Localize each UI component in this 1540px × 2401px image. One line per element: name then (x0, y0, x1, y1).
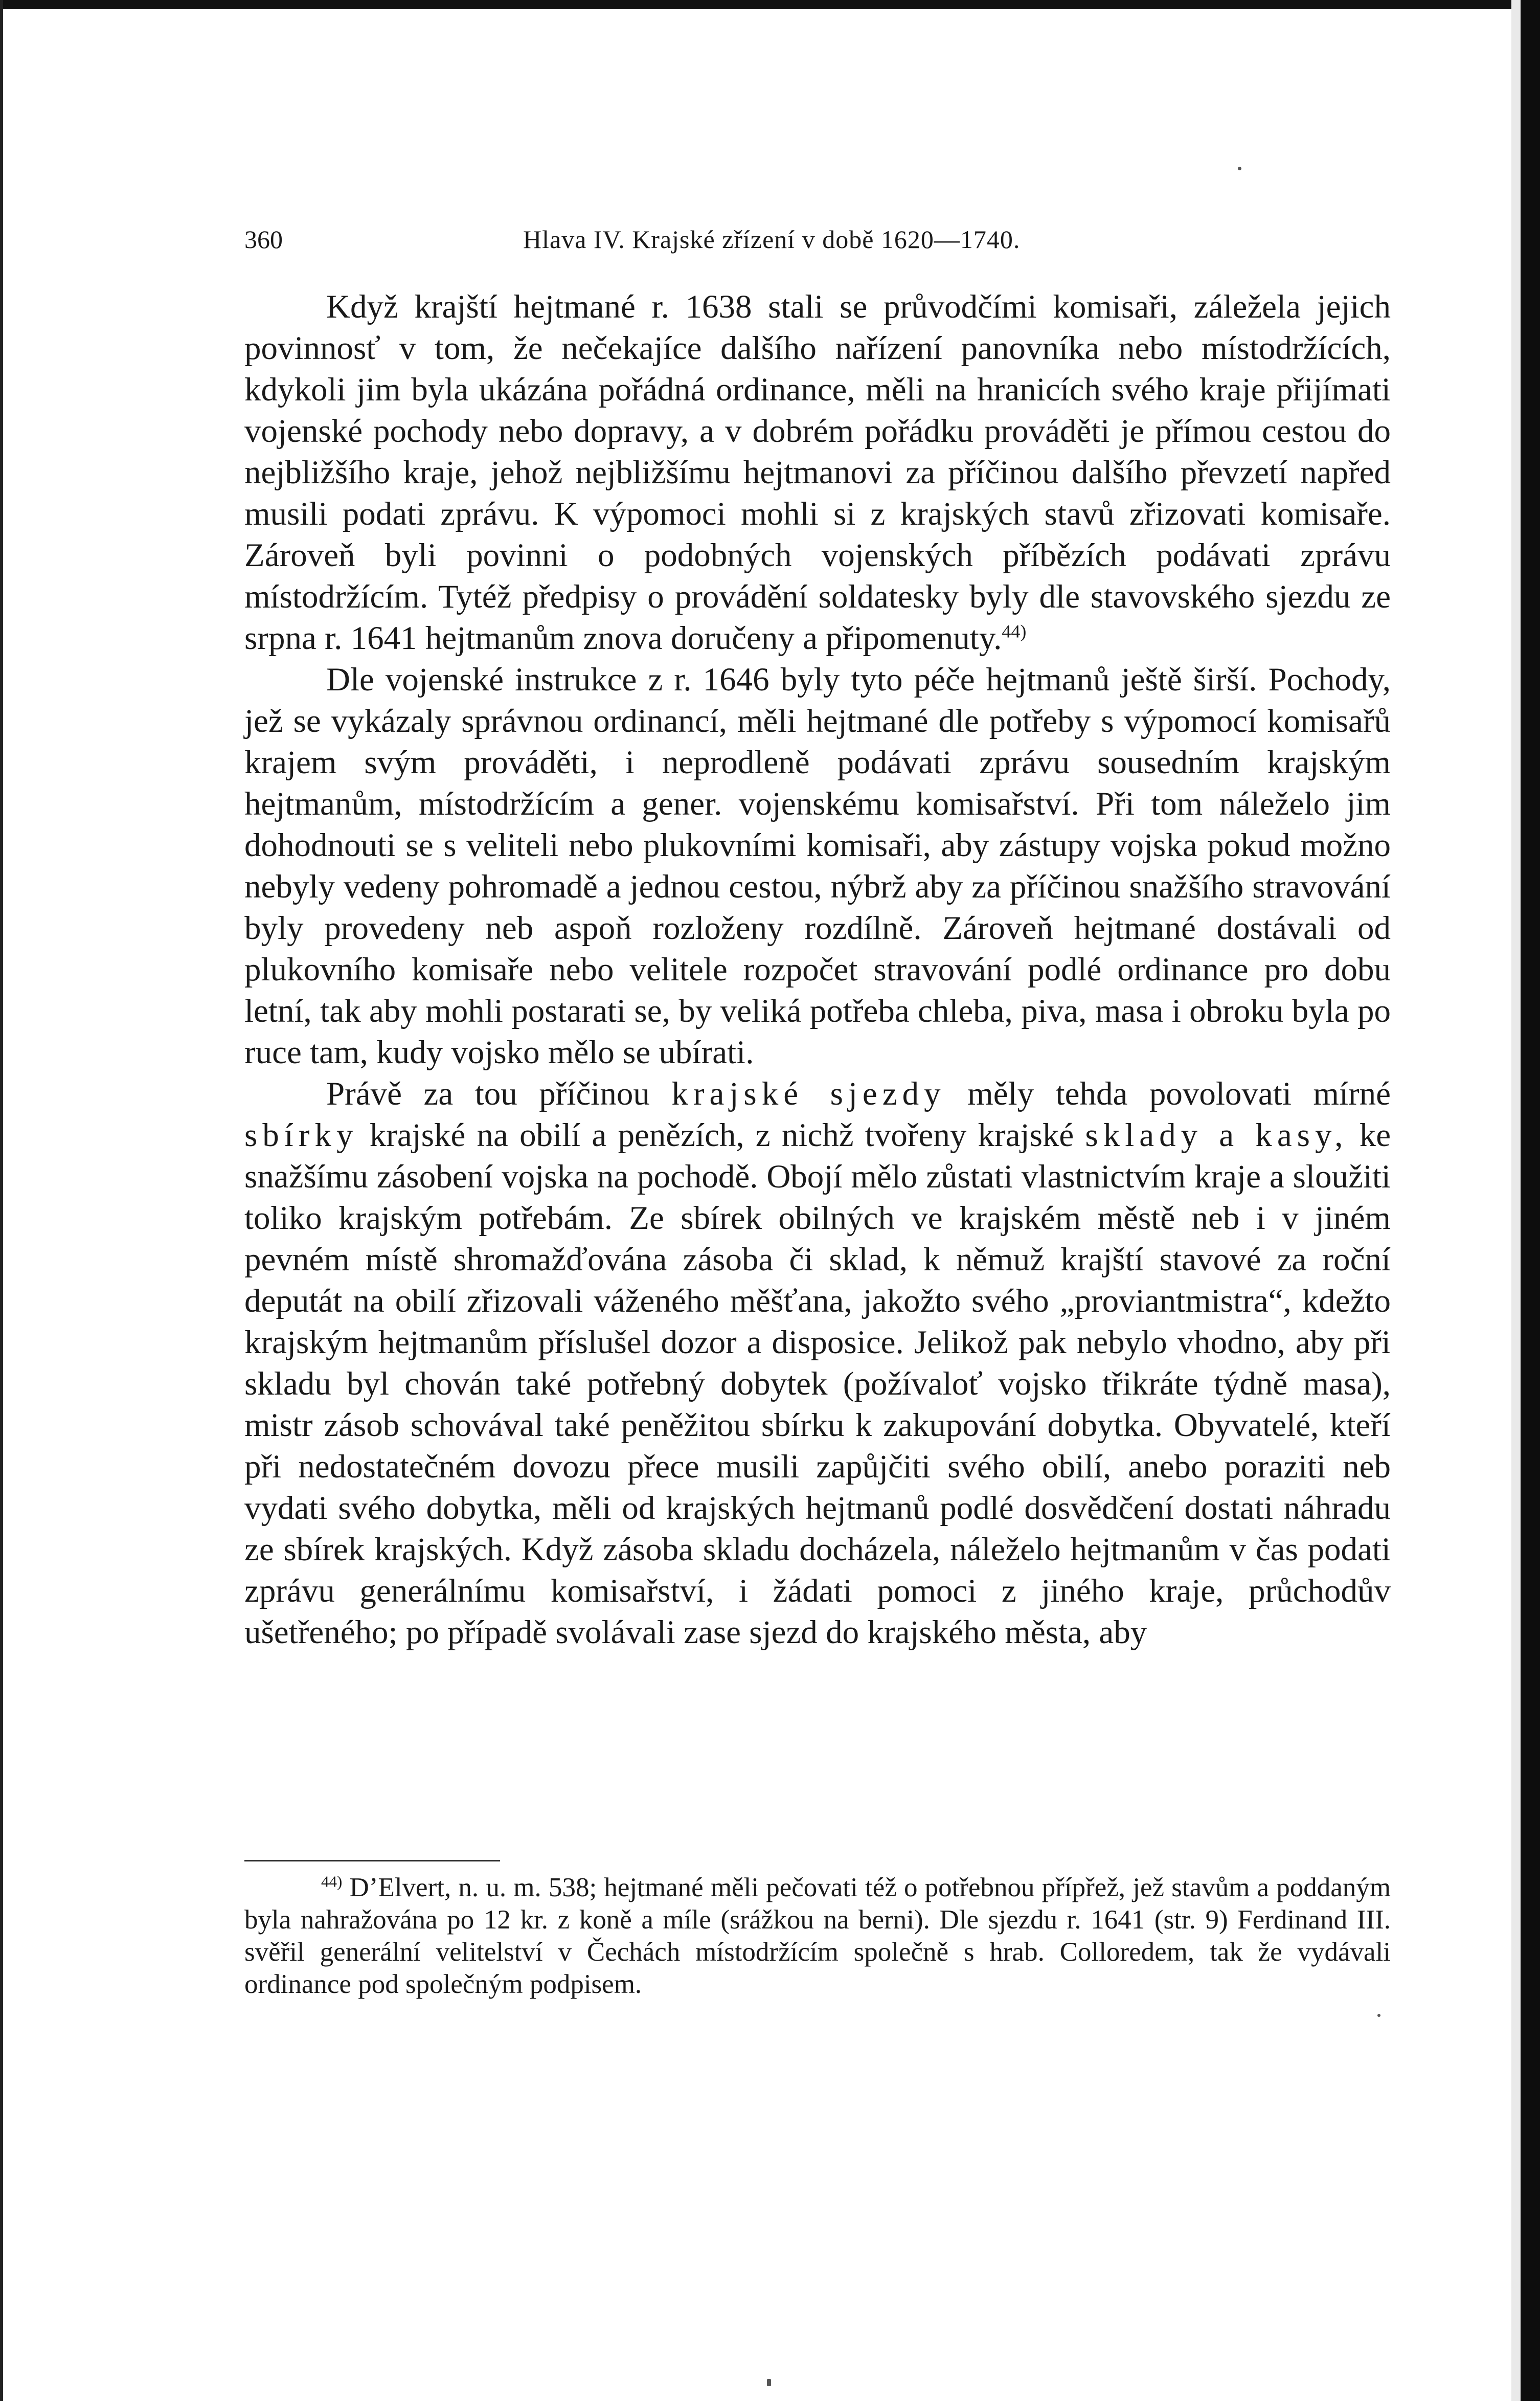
paragraph-text: měly tehda povolovati mírné (967, 1075, 1391, 1112)
chapter-heading: Hlava IV. Krajské zřízení v době 1620—1740. (523, 225, 1021, 254)
scan-border-right (1521, 0, 1540, 2401)
paragraph (244, 659, 1391, 1073)
footnote-reference: 44) (1002, 621, 1027, 642)
paragraph-text: Když krajští hejtmané r. 1638 stali se průvodčími komisaři, záležela jejich povinnosť v tom, že nečekajíce dalšího nařízení panovníka nebo místodržících, kdykoli jim byla ukázána pořádná ordinance, měli na hranicích svého kraje přijímati vojenské pochody nebo dopravy, a v dobrém pořádku prováděti je přímou cestou do nejbližšího kraje, jehož nejbližšímu hejtmanovi za příčinou dalšího převzetí napřed musili podati zprávu. K výpomoci mohli si z krajských stavů zřizovati komisaře. Zároveň byli povinni o podobných vojenských příbězích podávati zprávu místodržícím. Tytéž předpisy o provádění soldatesky byly dle stavovského sjezdu ze srpna r. 1641 hejtmanům znova doručeny a připomenuty. (244, 288, 1391, 657)
paragraph-text: Právě za tou příčinou (326, 1075, 650, 1112)
footnote-marker: 44) (321, 1872, 343, 1891)
emphasized-term: sbírky (244, 1117, 358, 1154)
body-text (244, 286, 1391, 1653)
paragraph (244, 286, 1391, 659)
footnote-divider (244, 1860, 500, 1861)
scan-border-right-inner (1511, 0, 1521, 2401)
page-number: 360 (244, 225, 283, 254)
footnotes (244, 1872, 1391, 2001)
footnote (244, 1872, 1391, 2001)
paragraph (244, 1073, 1391, 1653)
paragraph-text: ke snažšímu zásobení vojska na pochodě. Obojí mělo zůstati vlastnictvím kraje a sloužiti toliko krajským potřebám. Ze sbírek obilných ve krajském městě neb i v jiném pevném místě shromažďována zásoba či sklad, k němuž krajští stavové za roční deputát na obilí zřizovali váženého měšťana, jakožto svého „proviantmistra“, kdežto krajským hejtmanům příslušel dozor a disposice. Jelikož pak nebylo vhodno, aby při skladu byl chován také potřebný dobytek (požívaloť vojsko třikráte týdně masa), mistr zásob schovával také peněžitou sbírku k zakupování dobytka. Obyvatelé, kteří při nedostatečném dovozu přece musili zapůjčiti svého obilí, anebo poraziti neb vydati svého dobytka, měli od krajských hejtmanů podlé dosvědčení dostati náhradu ze sbírek krajských. Když zásoba skladu docházela, náleželo hejtmanům v čas podati zprávu generálnímu komisařství, i žádati pomoci z jiného kraje, průchodův ušetřeného; po případě svolávali zase sjezd do krajského města, aby (244, 1117, 1391, 1651)
emphasized-term: sklady a kasy, (1085, 1117, 1348, 1154)
emphasized-term: krajské sjezdy (671, 1075, 946, 1112)
paragraph-text: Dle vojenské instrukce z r. 1646 byly tyto péče hejtmanů ještě širší. Pochody, jež se vykázaly správnou ordinancí, měli hejtmané dle potřeby s výpomocí komisařů krajem svým prováděti, i neprodleně podávati zprávu sousedním krajským hejtmanům, místodržícím a gener. vojenskému komisařství. Při tom náleželo jim dohodnouti se s veliteli nebo plukovními komisaři, aby zástupy vojska pokud možno nebyly vedeny pohromadě a jednou cestou, nýbrž aby za příčinou snažšího stravování byly provedeny neb aspoň rozloženy rozdílně. Zároveň hejtmané dostávali od plukovního komisaře nebo velitele rozpočet stravování podlé ordinance pro dobu letní, tak aby mohli postarati se, by veliká potřeba chleba, piva, masa i obroku byla po ruce tam, kudy vojsko mělo se ubírati. (244, 661, 1391, 1071)
paragraph-text: krajské na obilí a penězích, z nichž tvořeny krajské (369, 1117, 1074, 1154)
running-head (244, 224, 1391, 255)
scan-border-left (0, 0, 3, 2401)
footnote-text: D’Elvert, n. u. m. 538; hejtmané měli pečovati též o potřebnou přípřež, jež stavům a poddaným byla nahražována po 12 kr. z koně a míle (srážkou na berni). Dle sjezdu r. 1641 (str. 9) Ferdinand III. svěřil generální velitelství v Čechách místodržícím společně s hrab. Colloredem, tak že vydávali ordinance pod společným podpisem. (244, 1873, 1391, 1999)
book-page (244, 0, 1391, 2401)
